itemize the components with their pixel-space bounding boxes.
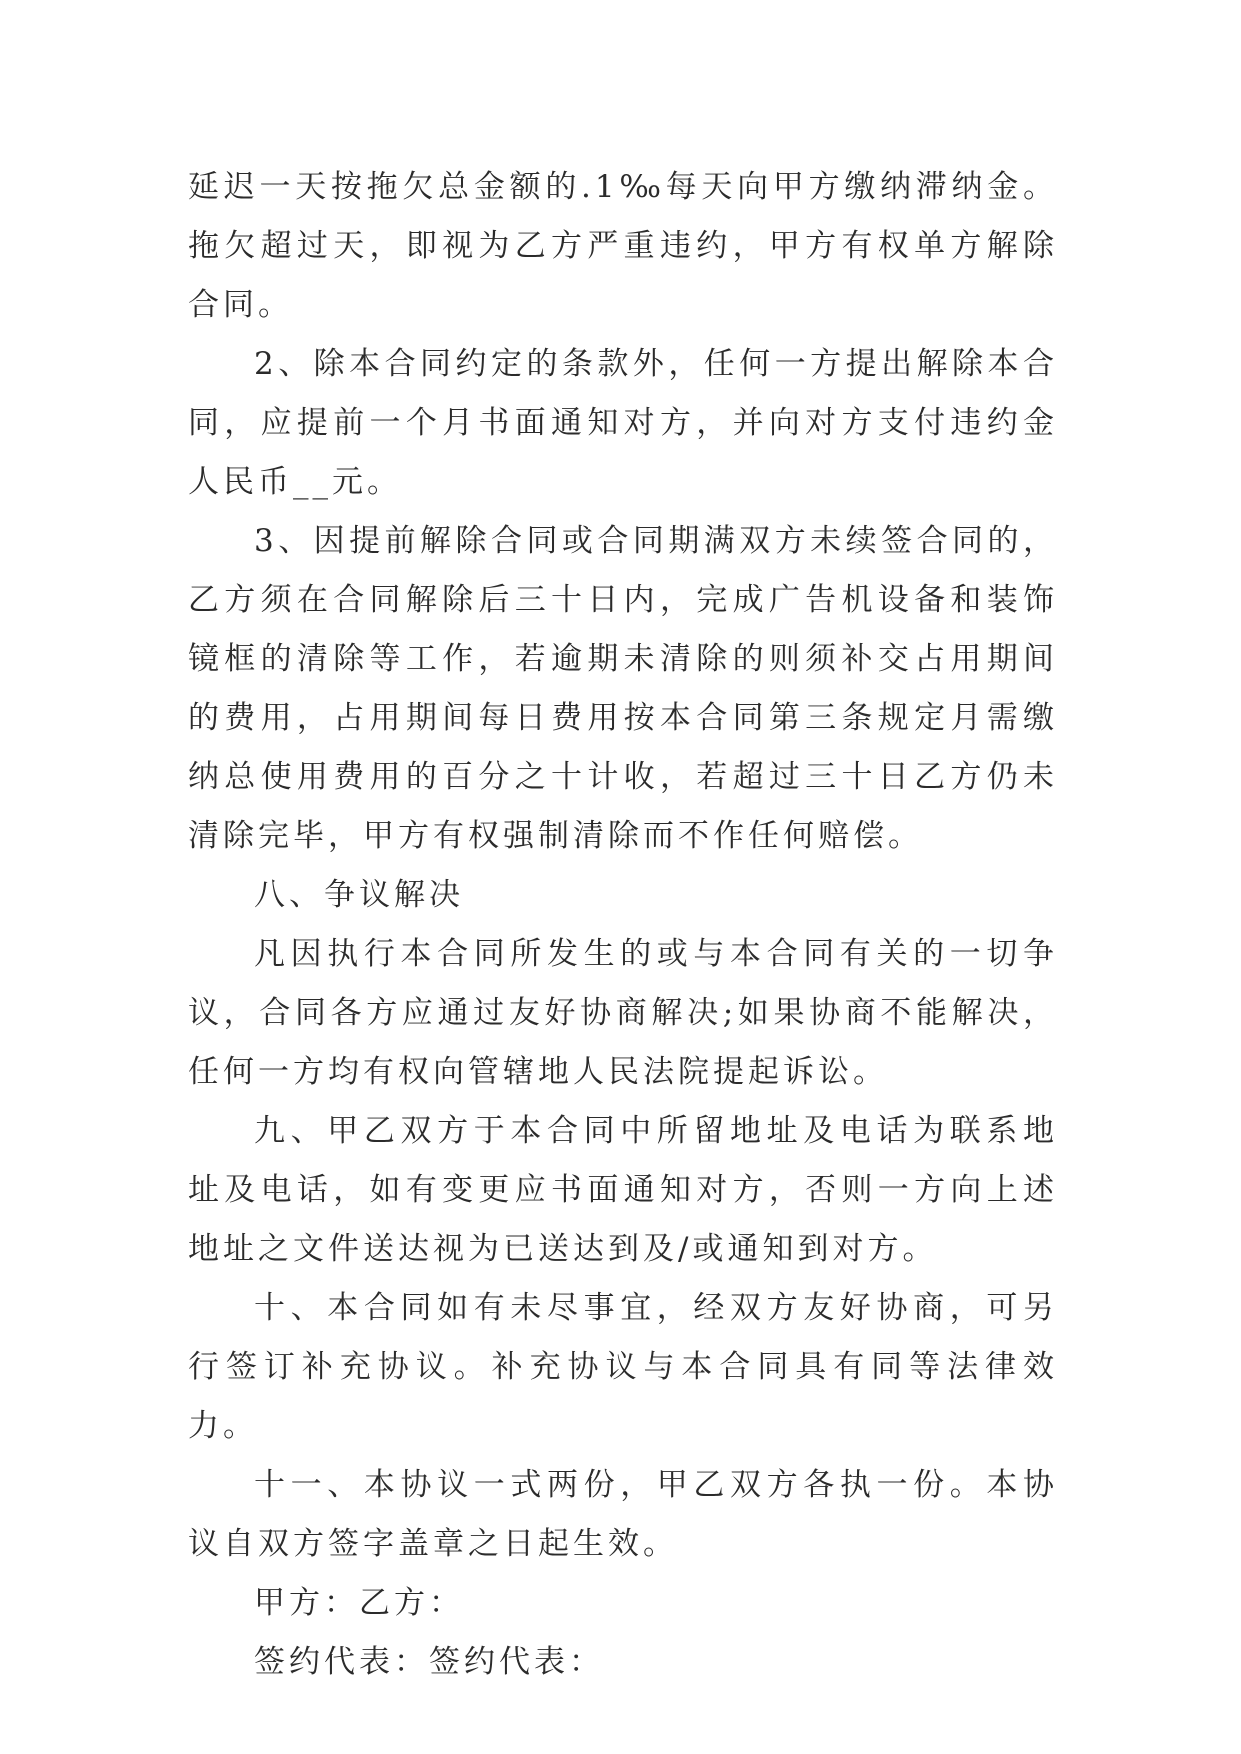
signature-parties-line: 甲方：乙方：	[254, 1585, 464, 1621]
paragraph-clause-2-termination: 2、除本合同约定的条款外，任何一方提出解除本合同，应提前一个月书面通知对方，并向对方支付违约金人民币__元。	[188, 346, 1058, 500]
paragraph-section-11-copies: 十一、本协议一式两份，甲乙双方各执一份。本协议自双方签字盖章之日起生效。	[188, 1467, 1058, 1562]
document-body	[188, 158, 1058, 1692]
paragraph-section-9-contact: 九、甲乙双方于本合同中所留地址及电话为联系地址及电话，如有变更应书面通知对方，否则一方向上述地址之文件送达视为已送达到及/或通知到对方。	[188, 1113, 1058, 1267]
paragraph-section-10-supplement: 十、本合同如有未尽事宜，经双方友好协商，可另行签订补充协议。补充协议与本合同具有同等法律效力。	[188, 1290, 1058, 1444]
section-heading-dispute-resolution: 八、争议解决	[254, 877, 464, 913]
paragraph-clause-3-removal: 3、因提前解除合同或合同期满双方未续签合同的，乙方须在合同解除后三十日内，完成广告机设备和装饰镜框的清除等工作，若逾期未清除的则须补交占用期间的费用，占用期间每日费用按本合同第三条规定月需缴纳总使用费用的百分之十计收，若超过三十日乙方仍未清除完毕，甲方有权强制清除而不作任何赔偿。	[188, 523, 1058, 854]
signature-representatives-line: 签约代表：签约代表：	[254, 1644, 604, 1680]
paragraph-late-fee: 延迟一天按拖欠总金额的.1‰每天向甲方缴纳滞纳金。拖欠超过天，即视为乙方严重违约，甲方有权单方解除合同。	[188, 169, 1058, 323]
paragraph-dispute-resolution: 凡因执行本合同所发生的或与本合同有关的一切争议，合同各方应通过友好协商解决;如果协商不能解决，任何一方均有权向管辖地人民法院提起诉讼。	[188, 936, 1058, 1090]
